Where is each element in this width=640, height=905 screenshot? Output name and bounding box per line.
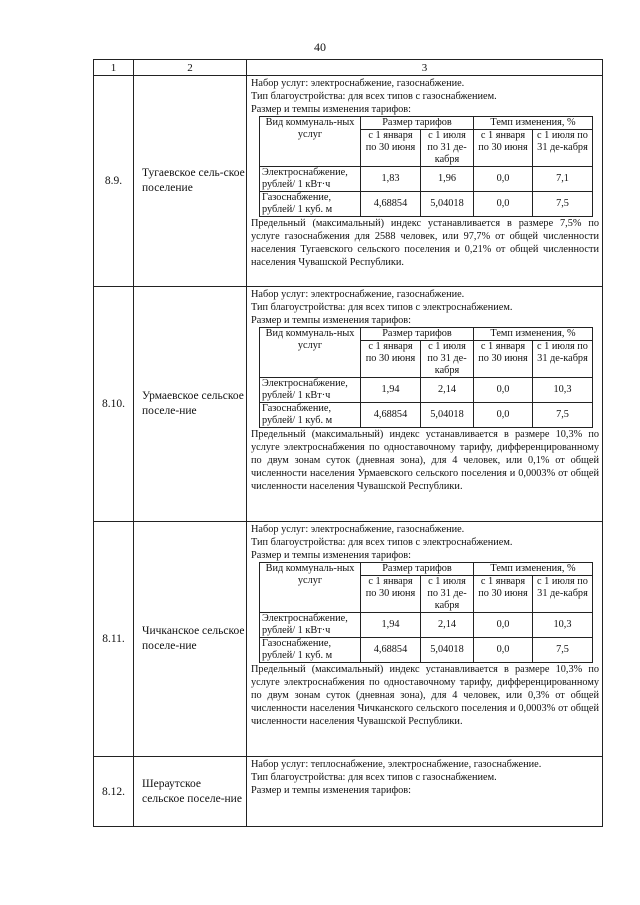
- service-label: Электроснабжение, рублей/ 1 кВт·ч: [260, 167, 361, 192]
- tariff-value: 4,68854: [361, 192, 421, 217]
- row-content: [247, 522, 603, 757]
- tariff-value: 2,14: [421, 378, 474, 403]
- size-heading: Размер и темпы изменения тарифов:: [251, 315, 412, 326]
- settlement-name: Шераутское сельское поселе-ние: [134, 757, 247, 827]
- rate-value: 0,0: [474, 638, 533, 663]
- tariff-subtable: [259, 327, 593, 428]
- services-text: Набор услуг: электроснабжение, газоснабжение.: [251, 78, 465, 89]
- period-header: с 1 января по 30 июня: [361, 576, 421, 613]
- service-label: Электроснабжение, рублей/ 1 кВт·ч: [260, 378, 361, 403]
- tariff-value: 4,68854: [361, 638, 421, 663]
- size-heading: Размер и темпы изменения тарифов:: [251, 550, 412, 561]
- header-row: [94, 60, 603, 76]
- rate-value: 0,0: [474, 613, 533, 638]
- row-content: [247, 287, 603, 522]
- col-rate-header: Темп изменения, %: [474, 117, 593, 130]
- tariff-value: 1,83: [361, 167, 421, 192]
- rate-value: 0,0: [474, 378, 533, 403]
- table-row: [94, 76, 603, 287]
- tariff-table: [93, 59, 603, 827]
- period-header: с 1 июля по 31 де-кабря: [421, 576, 474, 613]
- row-content: [247, 757, 603, 827]
- tariff-row: [260, 192, 593, 217]
- services-text: Набор услуг: теплоснабжение, электроснабжение, газоснабжение.: [251, 759, 542, 770]
- size-heading: Размер и темпы изменения тарифов:: [251, 104, 412, 115]
- period-header: с 1 июля по 31 де-кабря: [533, 576, 593, 613]
- tariff-value: 1,94: [361, 378, 421, 403]
- col-rate-header: Темп изменения, %: [474, 563, 593, 576]
- type-text: Тип благоустройства: для всех типов с электроснабжением.: [251, 302, 513, 313]
- row-number: 8.11.: [94, 522, 134, 757]
- service-label: Газоснабжение, рублей/ 1 куб. м: [260, 403, 361, 428]
- rate-value: 10,3: [533, 378, 593, 403]
- tariff-row: [260, 403, 593, 428]
- tariff-value: 1,94: [361, 613, 421, 638]
- row-content: [247, 76, 603, 287]
- settlement-name: Тугаевское сель-ское поселение: [134, 76, 247, 287]
- col-kind-header: Вид коммуналь-ных услуг: [260, 117, 361, 167]
- row-number: 8.12.: [94, 757, 134, 827]
- tariff-subtable: [259, 562, 593, 663]
- header-col-1: 1: [94, 60, 134, 76]
- table-row: [94, 287, 603, 522]
- tariff-value: 5,04018: [421, 403, 474, 428]
- header-col-2: 2: [134, 60, 247, 76]
- rate-value: 0,0: [474, 192, 533, 217]
- services-text: Набор услуг: электроснабжение, газоснабжение.: [251, 524, 465, 535]
- tariff-subtable: [259, 116, 593, 217]
- settlement-name: Урмаевское сельское поселе-ние: [134, 287, 247, 522]
- rate-value: 0,0: [474, 403, 533, 428]
- col-size-header: Размер тарифов: [361, 328, 474, 341]
- type-text: Тип благоустройства: для всех типов с электроснабжением.: [251, 537, 513, 548]
- page-number: 40: [314, 40, 326, 54]
- tariff-row: [260, 613, 593, 638]
- period-header: с 1 января по 30 июня: [361, 341, 421, 378]
- row-number: 8.10.: [94, 287, 134, 522]
- period-header: с 1 января по 30 июня: [474, 576, 533, 613]
- size-heading: Размер и темпы изменения тарифов:: [251, 785, 412, 796]
- period-header: с 1 января по 30 июня: [361, 130, 421, 167]
- tariff-row: [260, 378, 593, 403]
- table-row: [94, 757, 603, 827]
- rate-value: 10,3: [533, 613, 593, 638]
- type-text: Тип благоустройства: для всех типов с газоснабжением.: [251, 91, 497, 102]
- type-text: Тип благоустройства: для всех типов с газоснабжением.: [251, 772, 497, 783]
- tariff-value: 5,04018: [421, 638, 474, 663]
- services-text: Набор услуг: электроснабжение, газоснабжение.: [251, 289, 465, 300]
- tariff-value: 4,68854: [361, 403, 421, 428]
- period-header: с 1 июля по 31 де-кабря: [533, 130, 593, 167]
- limit-note: Предельный (максимальный) индекс устанавливается в размере 10,3% по услуге электроснабжения по одноставочному тарифу, дифференцированному по двум зонам суток (дневная зона), для 4 человек, или 0,3% от общей численности населения Чичканского сельского поселения и 0,0003% от общей численности населения Чувашской Республики.: [251, 664, 599, 727]
- tariff-value: 1,96: [421, 167, 474, 192]
- service-label: Электроснабжение, рублей/ 1 кВт·ч: [260, 613, 361, 638]
- period-header: с 1 января по 30 июня: [474, 130, 533, 167]
- period-header: с 1 июля по 31 де-кабря: [533, 341, 593, 378]
- limit-note: Предельный (максимальный) индекс устанавливается в размере 7,5% по услуге газоснабжения для 2588 человек, или 97,7% от общей численности населения Тугаевского сельского поселения и 0,21% от общей численности населения Чувашской Республики.: [251, 218, 599, 268]
- rate-value: 7,1: [533, 167, 593, 192]
- col-kind-header: Вид коммуналь-ных услуг: [260, 328, 361, 378]
- rate-value: 7,5: [533, 403, 593, 428]
- service-label: Газоснабжение, рублей/ 1 куб. м: [260, 192, 361, 217]
- limit-note: Предельный (максимальный) индекс устанавливается в размере 10,3% по услуге электроснабжения по одноставочному тарифу, дифференцированному по двум зонам суток (дневная зона), для 4 человек, или 0,1% от общей численности населения Урмаевского сельского поселения и 0,0003% от общей численности населения Чувашской Республики.: [251, 429, 599, 492]
- row-number: 8.9.: [94, 76, 134, 287]
- table-row: [94, 522, 603, 757]
- col-rate-header: Темп изменения, %: [474, 328, 593, 341]
- header-col-3: 3: [247, 60, 603, 76]
- col-size-header: Размер тарифов: [361, 563, 474, 576]
- period-header: с 1 июля по 31 де-кабря: [421, 341, 474, 378]
- tariff-row: [260, 638, 593, 663]
- rate-value: 7,5: [533, 638, 593, 663]
- col-kind-header: Вид коммуналь-ных услуг: [260, 563, 361, 613]
- tariff-row: [260, 167, 593, 192]
- rate-value: 7,5: [533, 192, 593, 217]
- period-header: с 1 января по 30 июня: [474, 341, 533, 378]
- period-header: с 1 июля по 31 де-кабря: [421, 130, 474, 167]
- tariff-value: 2,14: [421, 613, 474, 638]
- rate-value: 0,0: [474, 167, 533, 192]
- col-size-header: Размер тарифов: [361, 117, 474, 130]
- settlement-name: Чичканское сельское поселе-ние: [134, 522, 247, 757]
- tariff-value: 5,04018: [421, 192, 474, 217]
- service-label: Газоснабжение, рублей/ 1 куб. м: [260, 638, 361, 663]
